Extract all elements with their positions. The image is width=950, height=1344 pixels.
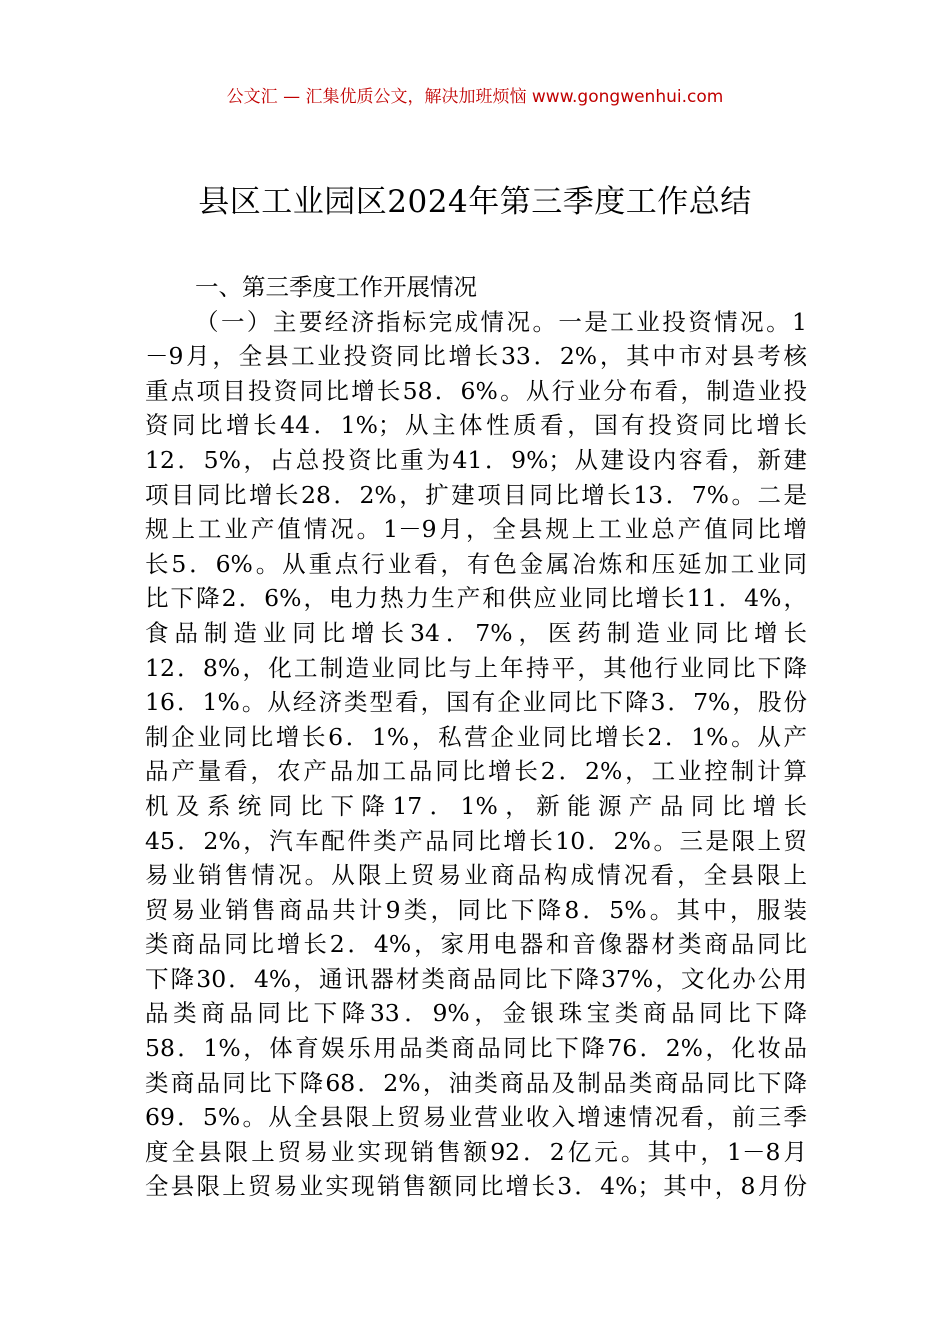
paragraph-line: 类商品同比增长2．4%，家用电器和音像器材类商品同比: [145, 930, 807, 959]
site-banner-text: 公文汇 — 汇集优质公文，解决加班烦恼 www.gongwenhui.com: [226, 87, 724, 107]
paragraph-line: 58．1%，体育娱乐用品类商品同比下降76．2%，化妆品: [145, 1034, 807, 1063]
paragraph-line: 规上工业产值情况。1－9月，全县规上工业总产值同比增: [145, 515, 807, 544]
paragraph-line: 贸易业销售商品共计9类，同比下降8．5%。其中，服装: [145, 895, 807, 924]
paragraph-line: 制企业同比增长6．1%，私营企业同比增长2．1%。从产: [145, 722, 807, 751]
paragraph-line: 下降30．4%，通讯器材类商品同比下降37%，文化办公用: [145, 964, 807, 993]
document-body: [145, 270, 807, 1204]
paragraph-line: 资同比增长44．1%；从主体性质看，国有投资同比增长: [145, 411, 807, 440]
paragraph-line: 品类商品同比下降33．9%，金银珠宝类商品同比下降: [145, 999, 807, 1028]
paragraph-line: 长5．6%。从重点行业看，有色金属冶炼和压延加工业同: [145, 549, 807, 578]
paragraph-line: 食品制造业同比增长34．7%，医药制造业同比增长: [145, 618, 807, 647]
paragraph-line: －9月，全县工业投资同比增长33．2%，其中市对县考核: [145, 342, 807, 371]
paragraph-line: 全县限上贸易业实现销售额同比增长3．4%；其中，8月份: [145, 1172, 807, 1201]
paragraph: [145, 305, 807, 1204]
paragraph-line: 45．2%，汽车配件类产品同比增长10．2%。三是限上贸: [145, 826, 807, 855]
paragraph-line: 类商品同比下降68．2%，油类商品及制品类商品同比下降: [145, 1068, 807, 1097]
paragraph-line: 12．8%，化工制造业同比与上年持平，其他行业同比下降: [145, 653, 807, 682]
paragraph-line: 机及系统同比下降17．1%，新能源产品同比增长: [145, 791, 807, 820]
paragraph-line: 品产量看，农产品加工品同比增长2．2%，工业控制计算: [145, 757, 807, 786]
paragraph-line: 比下降2．6%，电力热力生产和供应业同比增长11．4%，: [145, 584, 807, 613]
paragraph-line: 度全县限上贸易业实现销售额92．2亿元。其中，1－8月: [145, 1137, 807, 1166]
paragraph-line: 易业销售情况。从限上贸易业商品构成情况看，全县限上: [145, 861, 807, 890]
paragraph-line: （一）主要经济指标完成情况。一是工业投资情况。1: [195, 307, 807, 336]
paragraph-line: 项目同比增长28．2%，扩建项目同比增长13．7%。二是: [145, 480, 807, 509]
section-heading: 一、第三季度工作开展情况: [195, 273, 477, 301]
paragraph-line: 重点项目投资同比增长58．6%。从行业分布看，制造业投: [145, 376, 807, 405]
site-banner: [0, 84, 950, 110]
paragraph-line: 69．5%。从全县限上贸易业营业收入增速情况看，前三季: [145, 1103, 807, 1132]
paragraph-line: 16．1%。从经济类型看，国有企业同比下降3．7%，股份: [145, 688, 807, 717]
document-title: 县区工业园区2024年第三季度工作总结: [198, 184, 752, 220]
paragraph-line: 12．5%，占总投资比重为41．9%；从建设内容看，新建: [145, 445, 807, 474]
